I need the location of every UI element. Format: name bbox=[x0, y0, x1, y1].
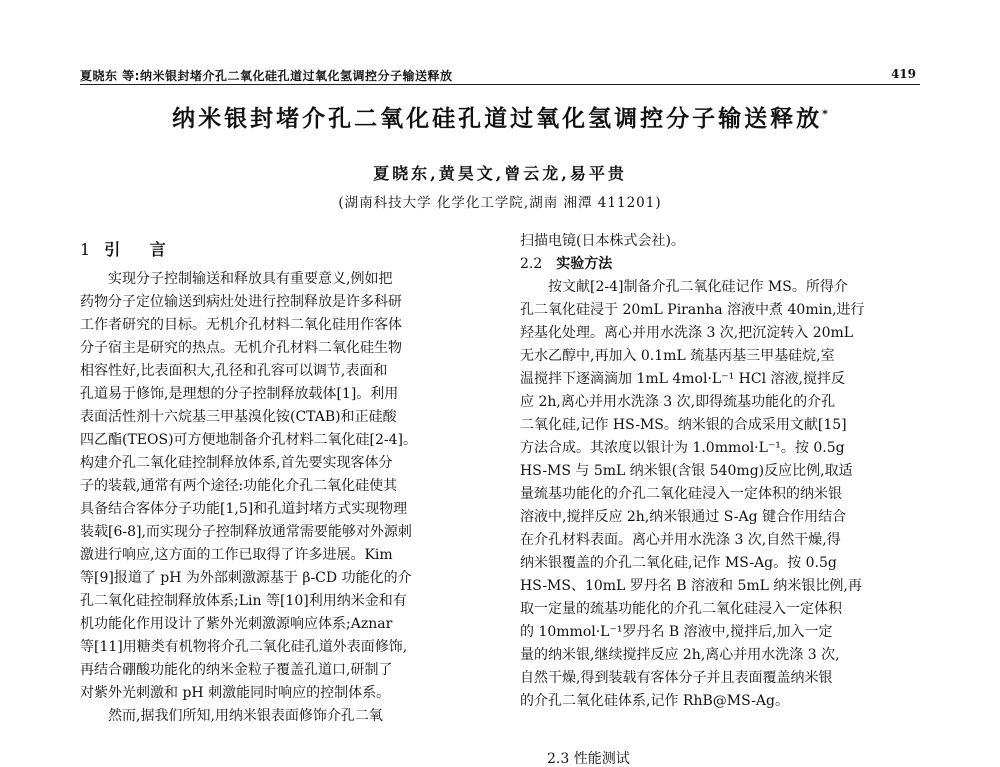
section-number: 1 bbox=[80, 240, 91, 259]
page-number: 419 bbox=[890, 67, 916, 81]
text-line: 表面活性剂十六烷基三甲基溴化铵(CTAB)和正硅酸 bbox=[80, 409, 397, 425]
text-line: 在介孔材料表面。离心并用水洗涤 3 次,自然干燥,得 bbox=[520, 532, 841, 548]
author-list: 夏晓东,黄昊文,曾云龙,易平贵 bbox=[373, 164, 627, 183]
text-line: 分子宿主是研究的热点。无机介孔材料二氧化硅生物 bbox=[80, 340, 402, 356]
text-line: 按文献[2-4]制备介孔二氧化硅记作 MS。所得介 bbox=[548, 279, 848, 295]
text-line: 具备结合客体分子功能[1,5]和孔道封堵方式实现物理 bbox=[80, 501, 408, 517]
subsection-title: 实验方法 bbox=[556, 256, 613, 272]
text-line: 孔二氧化硅浸于 20mL Piranha 溶液中煮 40min,进行 bbox=[520, 302, 865, 318]
text-line: 实现分子控制输送和释放具有重要意义,例如把 bbox=[108, 271, 393, 287]
running-head: 夏晓东 等:纳米银封堵介孔二氧化硅孔道过氧化氢调控分子输送释放 bbox=[80, 69, 453, 83]
text-line: 量的纳米银,继续搅拌反应 2h,离心并用水洗涤 3 次, bbox=[520, 647, 840, 663]
paper-title bbox=[0, 100, 1000, 133]
section-title: 引 言 bbox=[104, 240, 178, 259]
text-line: 取一定量的巯基功能化的介孔二氧化硅浸入一定体积 bbox=[520, 601, 842, 617]
text-line: 纳米银覆盖的介孔二氧化硅,记作 MS-Ag。按 0.5g bbox=[520, 555, 837, 571]
text-line: 再结合硼酸功能化的纳米金粒子覆盖孔道口,研制了 bbox=[80, 662, 393, 678]
text-line: 然而,据我们所知,用纳米银表面修饰介孔二氧 bbox=[108, 708, 383, 724]
text-line: 羟基化处理。离心并用水洗涤 3 次,把沉淀转入 20mL bbox=[520, 325, 854, 341]
text-line: 四乙酯(TEOS)可方便地制备介孔材料二氧化硅[2-4]。 bbox=[80, 432, 418, 448]
subsection-number: 2.2 bbox=[520, 256, 543, 272]
subsection-heading-methods bbox=[520, 253, 922, 276]
text-line: 工作者研究的目标。无机介孔材料二氧化硅用作客体 bbox=[80, 317, 402, 333]
text-line: 药物分子定位输送到病灶处进行控制释放是许多科研 bbox=[80, 294, 402, 310]
text-line: 孔道易于修饰,是理想的分子控制释放载体[1]。利用 bbox=[80, 386, 399, 402]
cut-off-heading: 2.3 性能测试 bbox=[547, 751, 630, 767]
text-line: 对紫外光刺激和 pH 刺激能同时响应的控制体系。 bbox=[80, 685, 391, 701]
text-line: 扫描电镜(日本株式会社)。 bbox=[520, 233, 685, 249]
text-line: 无水乙醇中,再加入 0.1mL 巯基丙基三甲基硅烷,室 bbox=[520, 348, 835, 364]
text-line: 应 2h,离心并用水洗涤 3 次,即得巯基功能化的介孔 bbox=[520, 394, 836, 410]
text-line: 等[11]用糖类有机物将介孔二氧化硅孔道外表面修饰, bbox=[80, 639, 408, 655]
text-line: 等[9]报道了 pH 为外部刺激源基于 β-CD 功能化的介 bbox=[80, 570, 412, 586]
text-line: 机功能化作用设计了紫外光刺激源响应体系;Aznar bbox=[80, 616, 393, 632]
text-line: 构建介孔二氧化硅控制释放体系,首先要实现客体分 bbox=[80, 455, 393, 471]
text-line: 二氧化硅,记作 HS-MS。纳米银的合成采用文献[15] bbox=[520, 417, 847, 433]
text-line: HS-MS、10mL 罗丹名 B 溶液和 5mL 纳米银比例,再 bbox=[520, 578, 862, 594]
paper-title-text: 纳米银封堵介孔二氧化硅孔道过氧化氢调控分子输送释放 bbox=[172, 106, 823, 132]
text-line: 自然干燥,得到装载有客体分子并且表面覆盖纳米银 bbox=[520, 670, 833, 686]
text-line: HS-MS 与 5mL 纳米银(含银 540mg)反应比例,取适 bbox=[520, 463, 853, 479]
text-line: 方法合成。其浓度以银计为 1.0mmol·L⁻¹。按 0.5g bbox=[520, 440, 845, 456]
text-line: 溶液中,搅拌反应 2h,纳米银通过 S-Ag 键合作用结合 bbox=[520, 509, 847, 525]
text-line: 量巯基功能化的介孔二氧化硅浸入一定体积的纳米银 bbox=[520, 486, 842, 502]
text-line: 装载[6-8],而实现分子控制释放通常需要能够对外源刺 bbox=[80, 524, 412, 540]
text-line: 温搅拌下逐滴滴加 1mL 4mol·L⁻¹ HCl 溶液,搅拌反 bbox=[520, 371, 845, 387]
text-line: 的介孔二氧化硅体系,记作 RhB@MS-Ag。 bbox=[520, 693, 789, 709]
text-line: 的 10mmol·L⁻¹罗丹名 B 溶液中,搅拌后,加入一定 bbox=[520, 624, 833, 640]
left-column bbox=[80, 236, 490, 728]
affiliation: (湖南科技大学 化学化工学院,湖南 湘潭 411201) bbox=[338, 195, 662, 211]
text-line: 激进行响应,这方面的工作已取得了许多进展。Kim bbox=[80, 547, 393, 563]
right-column bbox=[520, 230, 922, 713]
text-line: 孔二氧化硅控制释放体系;Lin 等[10]利用纳米金和有 bbox=[80, 593, 407, 609]
section-heading-introduction bbox=[80, 236, 490, 264]
text-line: 相容性好,比表面积大,孔径和孔容可以调节,表面和 bbox=[80, 363, 388, 379]
text-line: 子的装载,通常有两个途径:功能化介孔二氧化硅使其 bbox=[80, 478, 398, 494]
running-header bbox=[80, 66, 920, 85]
title-footnote-mark: * bbox=[822, 107, 828, 121]
